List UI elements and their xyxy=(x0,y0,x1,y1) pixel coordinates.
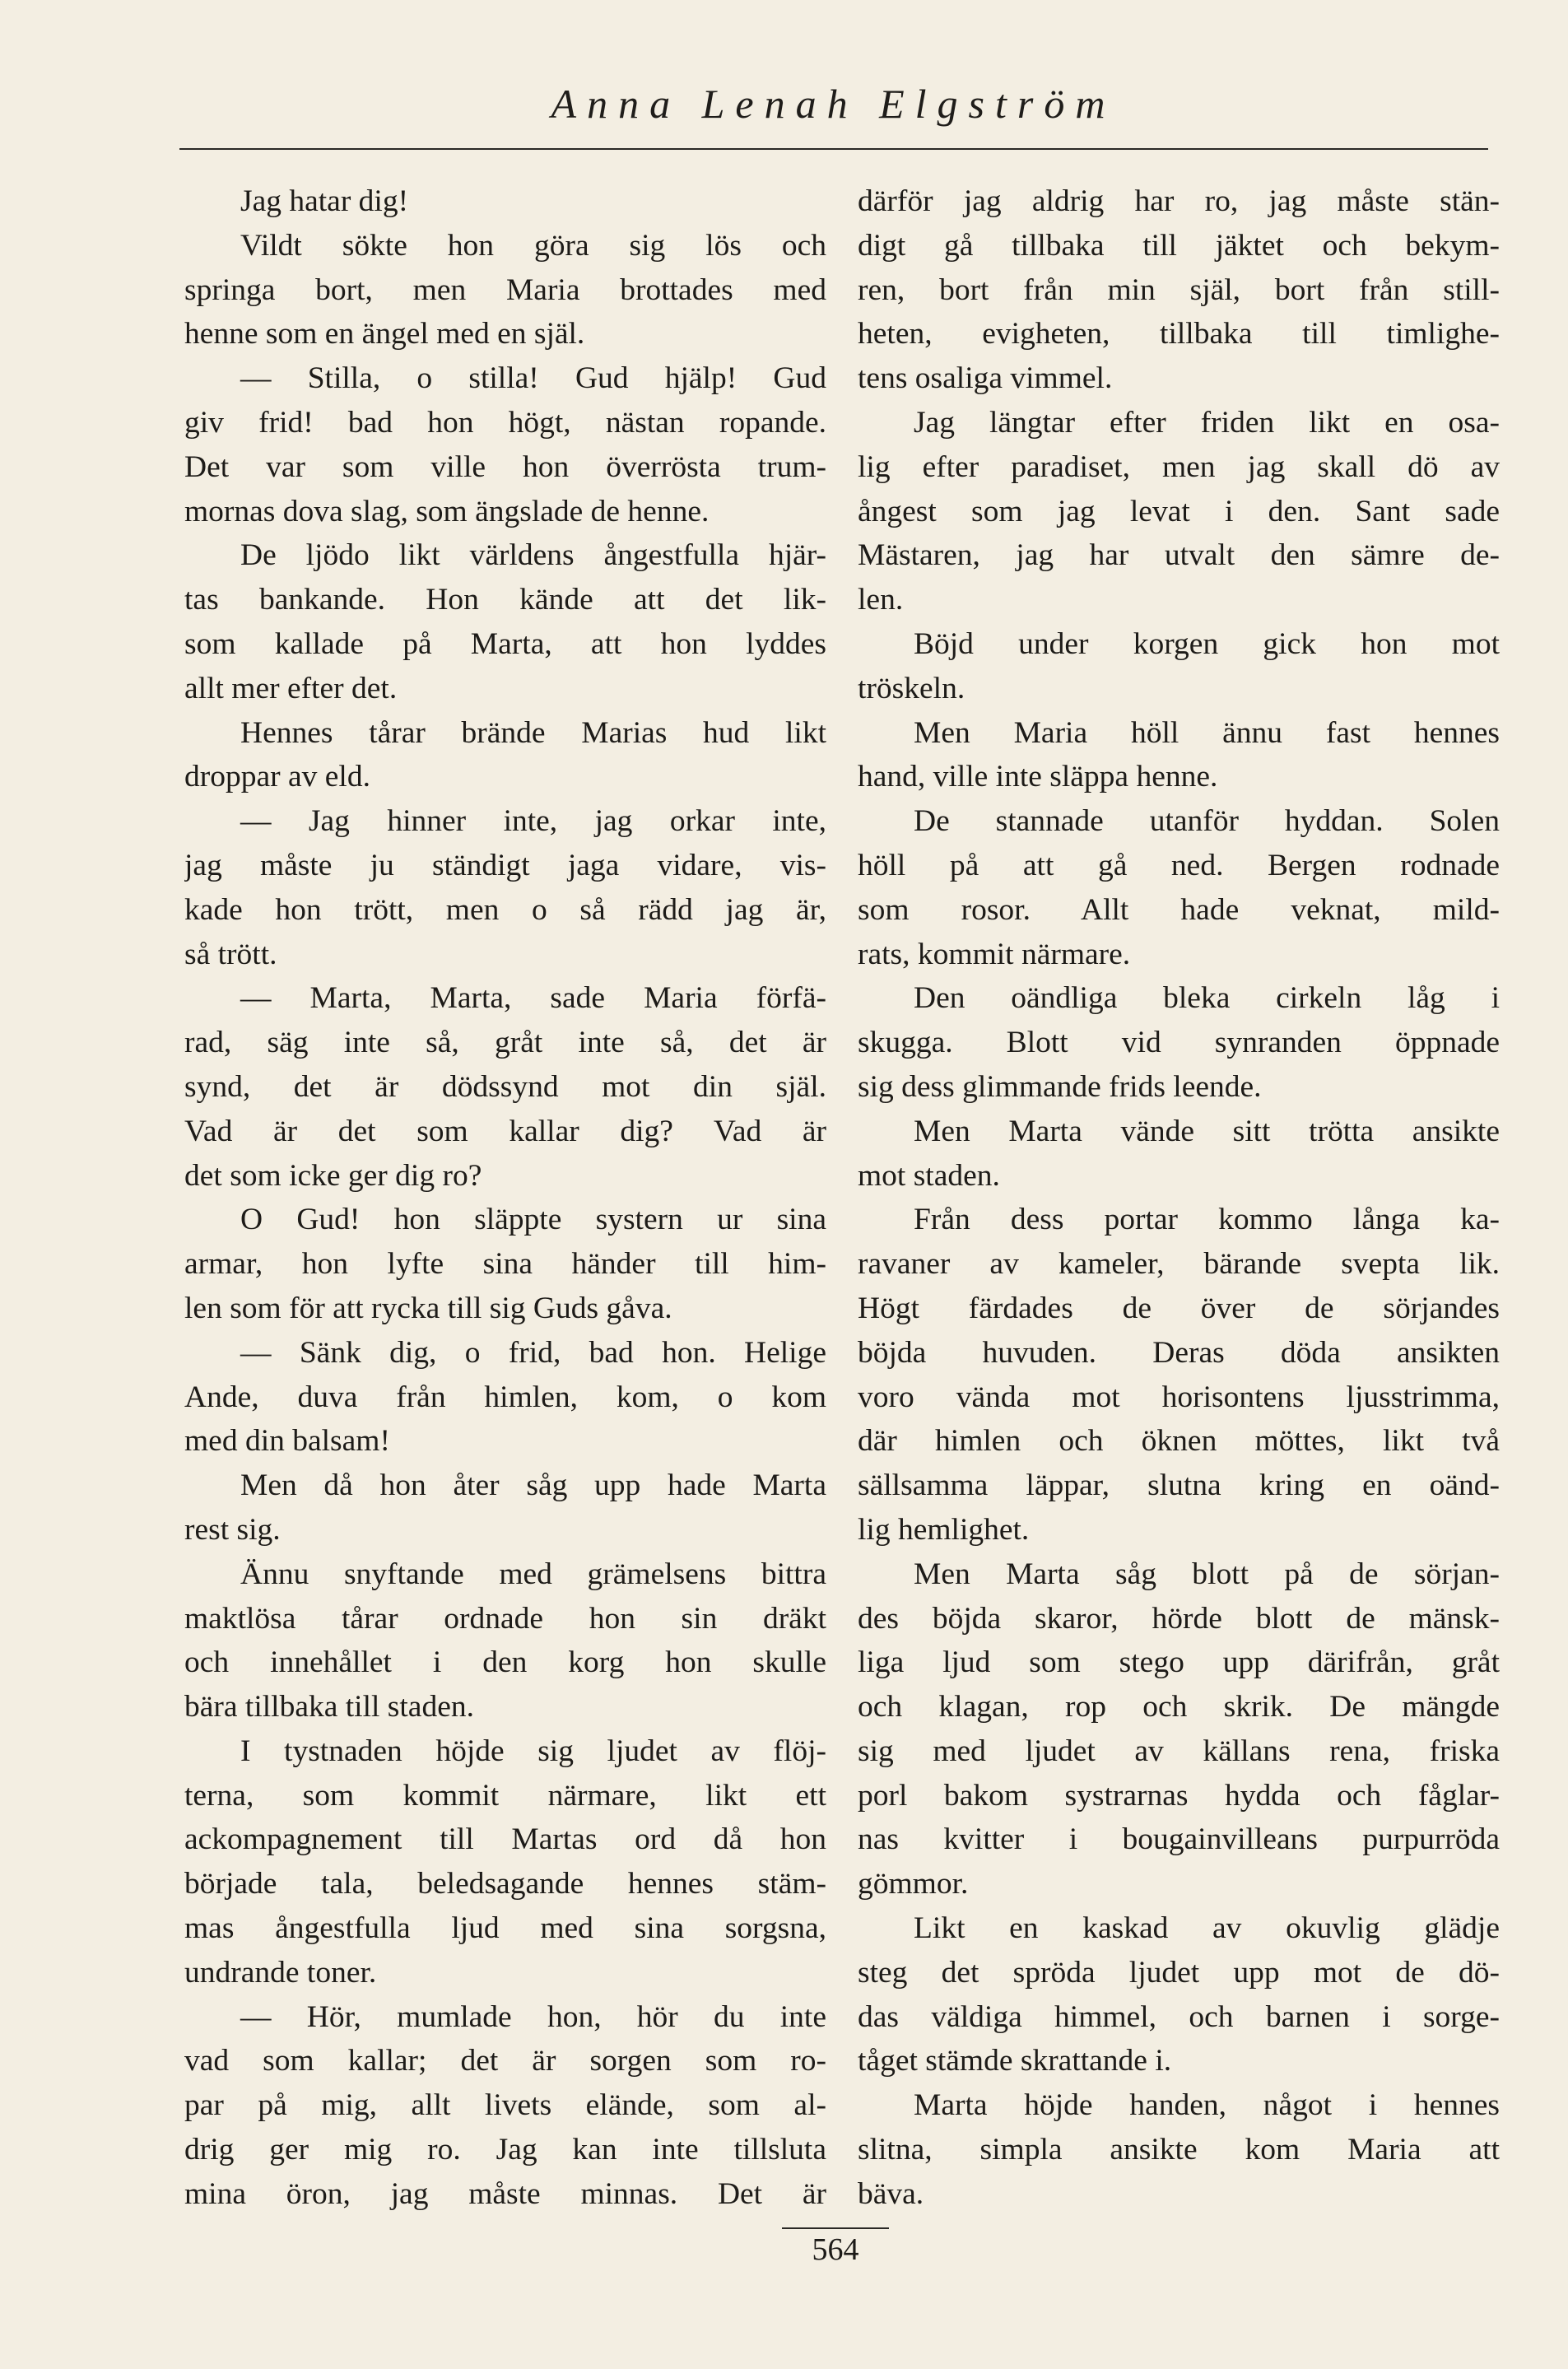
text-line: rad, säg inte så, gråt inte så, det är xyxy=(184,1026,826,1060)
text-line: len som för att rycka till sig Guds gåva. xyxy=(184,1291,672,1325)
text-line: Högt färdades de över de sörjandes xyxy=(858,1291,1500,1325)
text-line: ångest som jag levat i den. Sant sade xyxy=(858,494,1500,528)
text-line: Från dess portar kommo långa ka- xyxy=(914,1203,1500,1237)
header-rule xyxy=(179,148,1488,150)
text-line: tröskeln. xyxy=(858,671,965,705)
right-text-column xyxy=(858,179,1500,2217)
text-line: sig dess glimmande frids leende. xyxy=(858,1069,1262,1104)
text-line: Det var som ville hon överrösta trum- xyxy=(184,449,826,484)
text-line: Marta höjde handen, något i hennes xyxy=(914,2088,1500,2123)
text-line: Ännu snyftande med grämelsens bittra xyxy=(240,1557,826,1591)
text-line: porl bakom systrarnas hydda och fåglar- xyxy=(858,1778,1500,1813)
text-line: gömmor. xyxy=(858,1867,969,1901)
text-line: — Sänk dig, o frid, bad hon. Helige xyxy=(240,1335,826,1370)
text-line: — Jag hinner inte, jag orkar inte, xyxy=(240,804,826,839)
text-line: som rosor. Allt hade veknat, mild- xyxy=(858,892,1500,927)
text-line: De ljödo likt världens ångestfulla hjär- xyxy=(240,538,826,573)
text-line: allt mer efter det. xyxy=(184,671,398,705)
text-line: vad som kallar; det är sorgen som ro- xyxy=(184,2044,826,2078)
text-line: som kallade på Marta, att hon lyddes xyxy=(184,626,826,661)
text-line: det som icke ger dig ro? xyxy=(184,1158,482,1193)
text-line: Den oändliga bleka cirkeln låg i xyxy=(914,981,1500,1016)
text-line: Hennes tårar brände Marias hud likt xyxy=(240,715,826,750)
text-line: O Gud! hon släppte systern ur sina xyxy=(240,1203,826,1237)
text-line: Vildt sökte hon göra sig lös och xyxy=(240,228,826,263)
text-line: ren, bort från min själ, bort från still- xyxy=(858,272,1500,307)
running-header: Anna Lenah Elgström xyxy=(551,81,1116,127)
text-line: bäva. xyxy=(858,2176,924,2211)
text-line: ackompagnement till Martas ord då hon xyxy=(184,1822,826,1857)
text-line: med din balsam! xyxy=(184,1424,390,1459)
text-line: — Stilla, o stilla! Gud hjälp! Gud xyxy=(240,361,826,396)
text-line: liga ljud som stego upp därifrån, gråt xyxy=(858,1645,1500,1680)
text-line: — Marta, Marta, sade Maria förfä- xyxy=(240,981,826,1016)
text-line: Vad är det som kallar dig? Vad är xyxy=(184,1114,826,1148)
text-line: droppar av eld. xyxy=(184,760,370,794)
text-line: Böjd under korgen gick hon mot xyxy=(914,626,1500,661)
text-line: hand, ville inte släppa henne. xyxy=(858,760,1218,794)
text-line: I tystnaden höjde sig ljudet av flöj- xyxy=(240,1734,826,1768)
text-line: Jag längtar efter friden likt en osa- xyxy=(914,405,1500,440)
text-line: bära tillbaka till staden. xyxy=(184,1690,474,1724)
text-line: ravaner av kameler, bärande svepta lik. xyxy=(858,1247,1500,1282)
text-line: nas kvitter i bougainvilleans purpurröda xyxy=(858,1822,1500,1857)
text-line: rest sig. xyxy=(184,1512,281,1547)
text-line: Mästaren, jag har utvalt den sämre de- xyxy=(858,538,1500,573)
page-number: 564 xyxy=(782,2227,889,2269)
text-line: De stannade utanför hyddan. Solen xyxy=(914,804,1500,839)
text-line: drig ger mig ro. Jag kan inte tillsluta xyxy=(184,2133,826,2167)
text-line: höll på att gå ned. Bergen rodnade xyxy=(858,848,1500,882)
text-line: Ande, duva från himlen, kom, o kom xyxy=(184,1380,826,1414)
text-line: och innehållet i den korg hon skulle xyxy=(184,1645,826,1680)
text-line: jag måste ju ständigt jaga vidare, vis- xyxy=(184,848,826,882)
text-line: mot staden. xyxy=(858,1158,1000,1193)
text-line: kade hon trött, men o så rädd jag är, xyxy=(184,892,826,927)
text-line: das väldiga himmel, och barnen i sorge- xyxy=(858,1999,1500,2034)
text-line: armar, hon lyfte sina händer till him- xyxy=(184,1247,826,1282)
text-line: heten, evigheten, tillbaka till timlighe- xyxy=(858,317,1500,351)
text-line: sällsamma läppar, slutna kring en oänd- xyxy=(858,1468,1500,1503)
text-line: tåget stämde skrattande i. xyxy=(858,2044,1172,2078)
text-line: tens osaliga vimmel. xyxy=(858,361,1113,396)
text-line: Men Marta såg blott på de sörjan- xyxy=(914,1557,1500,1591)
text-line: mas ångestfulla ljud med sina sorgsna, xyxy=(184,1911,826,1946)
text-line: Men Marta vände sitt trötta ansikte xyxy=(914,1114,1500,1148)
text-line: sig med ljudet av källans rena, friska xyxy=(858,1734,1500,1768)
text-line: och klagan, rop och skrik. De mängde xyxy=(858,1690,1500,1724)
text-line: rats, kommit närmare. xyxy=(858,937,1131,971)
text-line: len. xyxy=(858,583,904,617)
text-line: — Hör, mumlade hon, hör du inte xyxy=(240,1999,826,2034)
text-line: springa bort, men Maria brottades med xyxy=(184,272,826,307)
text-line: par på mig, allt livets elände, som al- xyxy=(184,2088,826,2123)
text-line: så trött. xyxy=(184,937,277,971)
text-line: voro vända mot horisontens ljusstrimma, xyxy=(858,1380,1500,1414)
text-line: därför jag aldrig har ro, jag måste stän- xyxy=(858,184,1500,218)
text-line: synd, det är dödssynd mot din själ. xyxy=(184,1069,826,1104)
text-line: Likt en kaskad av okuvlig glädje xyxy=(914,1911,1500,1946)
text-line: henne som en ängel med en själ. xyxy=(184,317,585,351)
text-line: undrande toner. xyxy=(184,1955,377,1990)
text-line: böjda huvuden. Deras döda ansikten xyxy=(858,1335,1500,1370)
text-line: mornas dova slag, som ängslade de henne. xyxy=(184,494,710,528)
text-line: lig hemlighet. xyxy=(858,1512,1030,1547)
text-line: steg det spröda ljudet upp mot de dö- xyxy=(858,1955,1500,1990)
text-line: terna, som kommit närmare, likt ett xyxy=(184,1778,826,1813)
text-line: tas bankande. Hon kände att det lik- xyxy=(184,583,826,617)
text-line: Jag hatar dig! xyxy=(240,184,409,218)
text-line: maktlösa tårar ordnade hon sin dräkt xyxy=(184,1601,826,1636)
text-line: lig efter paradiset, men jag skall dö av xyxy=(858,449,1500,484)
text-line: mina öron, jag måste minnas. Det är xyxy=(184,2176,826,2211)
text-line: Men då hon åter såg upp hade Marta xyxy=(240,1468,826,1503)
text-line: Men Maria höll ännu fast hennes xyxy=(914,715,1500,750)
text-line: skugga. Blott vid synranden öppnade xyxy=(858,1026,1500,1060)
text-line: giv frid! bad hon högt, nästan ropande. xyxy=(184,405,826,440)
left-text-column xyxy=(184,179,826,2217)
text-line: digt gå tillbaka till jäktet och bekym- xyxy=(858,228,1500,263)
text-line: började tala, beledsagande hennes stäm- xyxy=(184,1867,826,1901)
text-line: där himlen och öknen möttes, likt två xyxy=(858,1424,1500,1459)
text-line: des böjda skaror, hörde blott de mänsk- xyxy=(858,1601,1500,1636)
text-line: slitna, simpla ansikte kom Maria att xyxy=(858,2133,1500,2167)
